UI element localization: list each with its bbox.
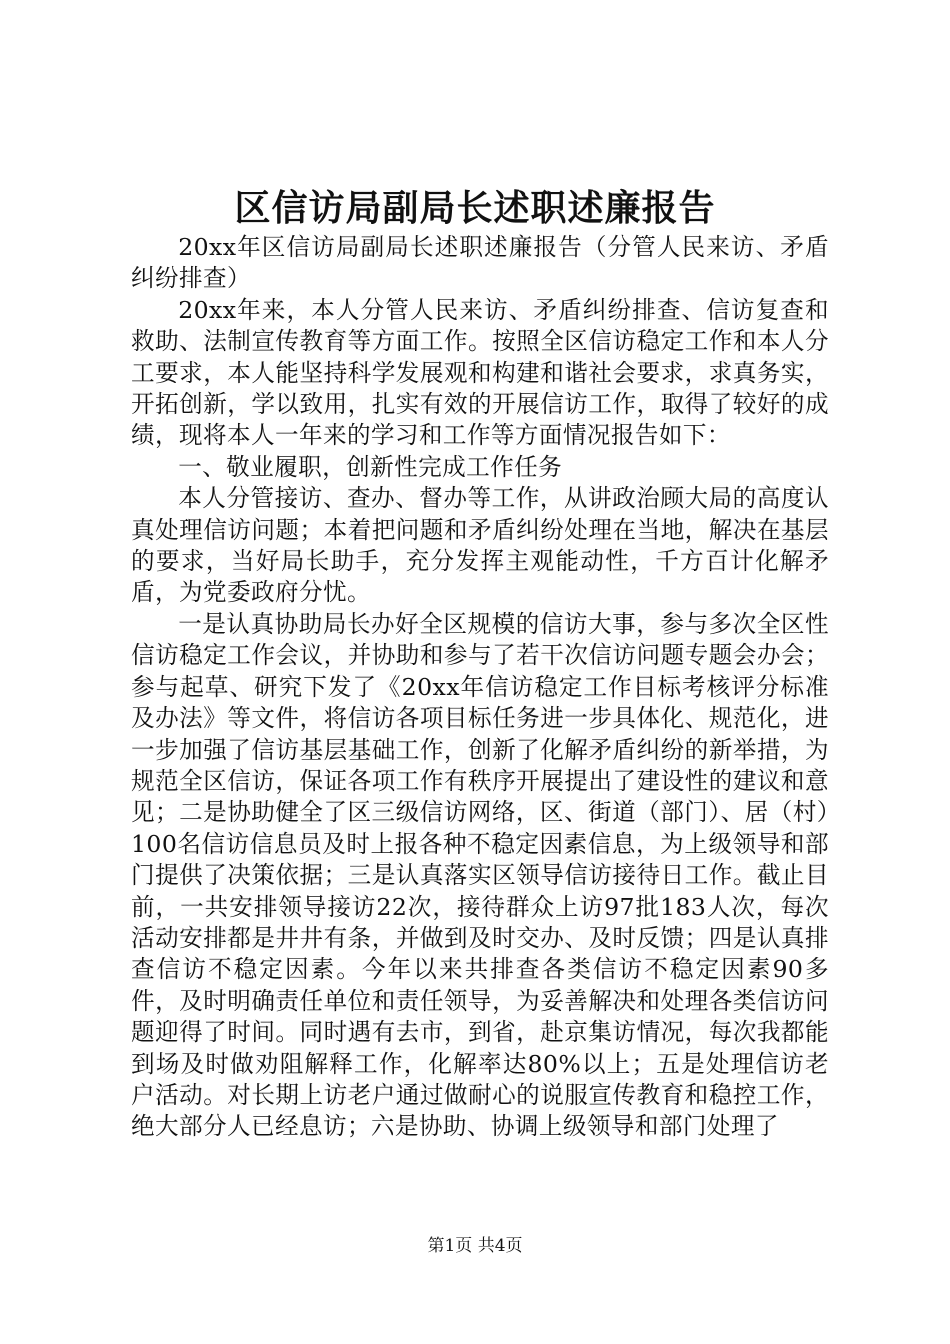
document-title: 区信访局副局长述职述廉报告 [234,187,716,229]
paragraph-subtitle: 20xx年区信访局副局长述职述廉报告（分管人民来访、矛盾纠纷排查） [131,233,829,293]
page-number: 第1页 共4页 [427,1236,523,1256]
paragraph-section-summary: 本人分管接访、查办、督办等工作，从讲政治顾大局的高度认真处理信访问题；本着把问题和矛盾纠纷处理在当地，解决在基层的要求，当好局长助手，充分发挥主观能动性，千方百计化解矛盾，为党委政府分忧。 [131,484,829,607]
document-body [131,232,829,1143]
paragraph-intro: 20xx年来，本人分管人民来访、矛盾纠纷排查、信访复查和救助、法制宣传教育等方面工作。按照全区信访稳定工作和本人分工要求，本人能坚持科学发展观和构建和谐社会要求，求真务实，开拓创新，学以致用，扎实有效的开展信访工作，取得了较好的成绩，现将本人一年来的学习和工作等方面情况报告如下： [131,295,829,450]
section-heading: 一、敬业履职，创新性完成工作任务 [178,452,563,481]
paragraph-details: 一是认真协助局长办好全区规模的信访大事，参与多次全区性信访稳定工作会议，并协助和参与了若干次信访问题专题会办会；参与起草、研究下发了《20xx年信访稳定工作目标考核评分标准及办法》等文件，将信访各项目标任务进一步具体化、规范化，进一步加强了信访基层基础工作，创新了化解矛盾纠纷的新举措，为规范全区信访，保证各项工作有秩序开展提出了建设性的建议和意见；二是协助健全了区三级信访网络，区、街道（部门）、居（村）100名信访信息员及时上报各种不稳定因素信息，为上级领导和部门提供了决策依据；三是认真落实区领导信访接待日工作。截止目前，一共安排领导接访22次，接待群众上访97批183人次，每次活动安排都是井井有条，并做到及时交办、及时反馈；四是认真排查信访不稳定因素。今年以来共排查各类信访不稳定因素90多件，及时明确责任单位和责任领导，为妥善解决和处理各类信访问题迎得了时间。同时遇有去市，到省，赴京集访情况，每次我都能到场及时做劝阻解释工作，化解率达80%以上；五是处理信访老户活动。对长期上访老户通过做耐心的说服宣传教育和稳控工作，绝大部分人已经息访；六是协助、协调上级领导和部门处理了 [131,609,829,1141]
